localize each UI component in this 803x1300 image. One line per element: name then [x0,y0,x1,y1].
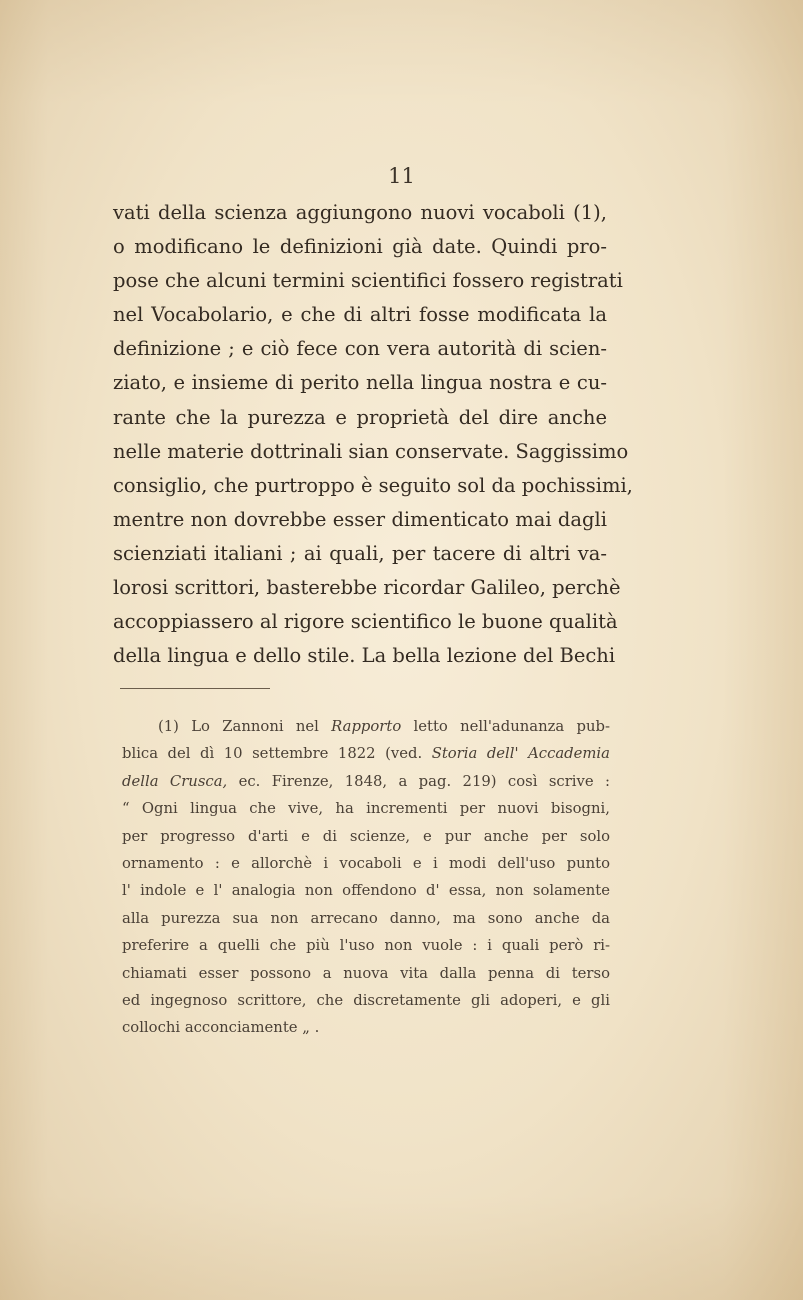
text-line: nelle materie dottrinali sian conservate. Saggissimo [113,439,629,463]
footnote-line: alla purezza sua non arrecano danno, ma sono anche da [122,909,610,927]
footnote-text: (1) Lo Zannoni nel [158,718,332,735]
footnote-line: ornamento : e allorchè i vocaboli e i modi dell'uso punto [122,854,610,872]
text-line: ziato, e insieme di perito nella lingua nostra e cu- [113,371,607,395]
text-line: definizione ; e ciò fece con vera autorità di scien- [113,337,607,361]
text-line: lorosi scrittori, basterebbe ricordar Galileo, perchè [113,576,621,600]
footnote-line [122,740,610,767]
footnote-text: letto nell'adunanza pub- [401,718,610,735]
footnote-line: “ Ogni lingua che vive, ha incrementi per nuovi bisogni, [122,800,610,818]
footnote-title-rapporto: Rapporto [331,718,402,735]
text-line: accoppiassero al rigore scientifico le buone qualità [113,610,618,634]
text-line: rante che la purezza e proprietà del dire anche [113,405,607,429]
footnote-line [122,768,610,795]
footnote-text: blica del dì 10 settembre 1822 (ved. [122,745,432,763]
footnote-line: ed ingegnoso scrittore, che discretamente gli adoperi, e gli [122,991,610,1009]
footnote-line [122,713,610,740]
text-line: della lingua e dello stile. La bella lezione del Bechi [113,644,616,668]
footnote-text: ec. Firenze, 1848, a pag. 219) così scrive : [227,772,610,790]
footnote-line: collochi acconciamente „ . [122,1019,320,1037]
text-line: consiglio, che purtroppo è seguito sol da pochissimi, [113,473,633,497]
text-line: pose che alcuni termini scientifici fossero registrati [113,269,623,293]
text-line: mentre non dovrebbe esser dimenticato mai dagli [113,507,607,531]
footnote-separator [120,688,270,689]
text-line: o modificano le definizioni già date. Quindi pro- [113,235,607,259]
footnote-line: l' indole e l' analogia non offendono d' essa, non solamente [122,882,610,900]
footnote-line: per progresso d'arti e di scienze, e pur anche per solo [122,827,610,845]
footnote-title-storia: Storia dell' Accademia [431,745,610,763]
text-line: nel Vocabolario, e che di altri fosse modificata la [113,303,607,327]
footnote-title-crusca: della Crusca, [122,772,228,790]
text-line: vati della scienza aggiungono nuovi vocaboli (1), [113,201,607,224]
footnote-line: preferire a quelli che più l'uso non vuole : i quali però ri- [122,937,610,955]
text-line: scienziati italiani ; ai quali, per tacere di altri va- [113,541,607,565]
footnote [122,713,610,1042]
page-number: 11 [388,164,415,188]
main-text [113,196,633,673]
footnote-line: chiamati esser possono a nuova vita dalla penna di terso [122,964,610,982]
